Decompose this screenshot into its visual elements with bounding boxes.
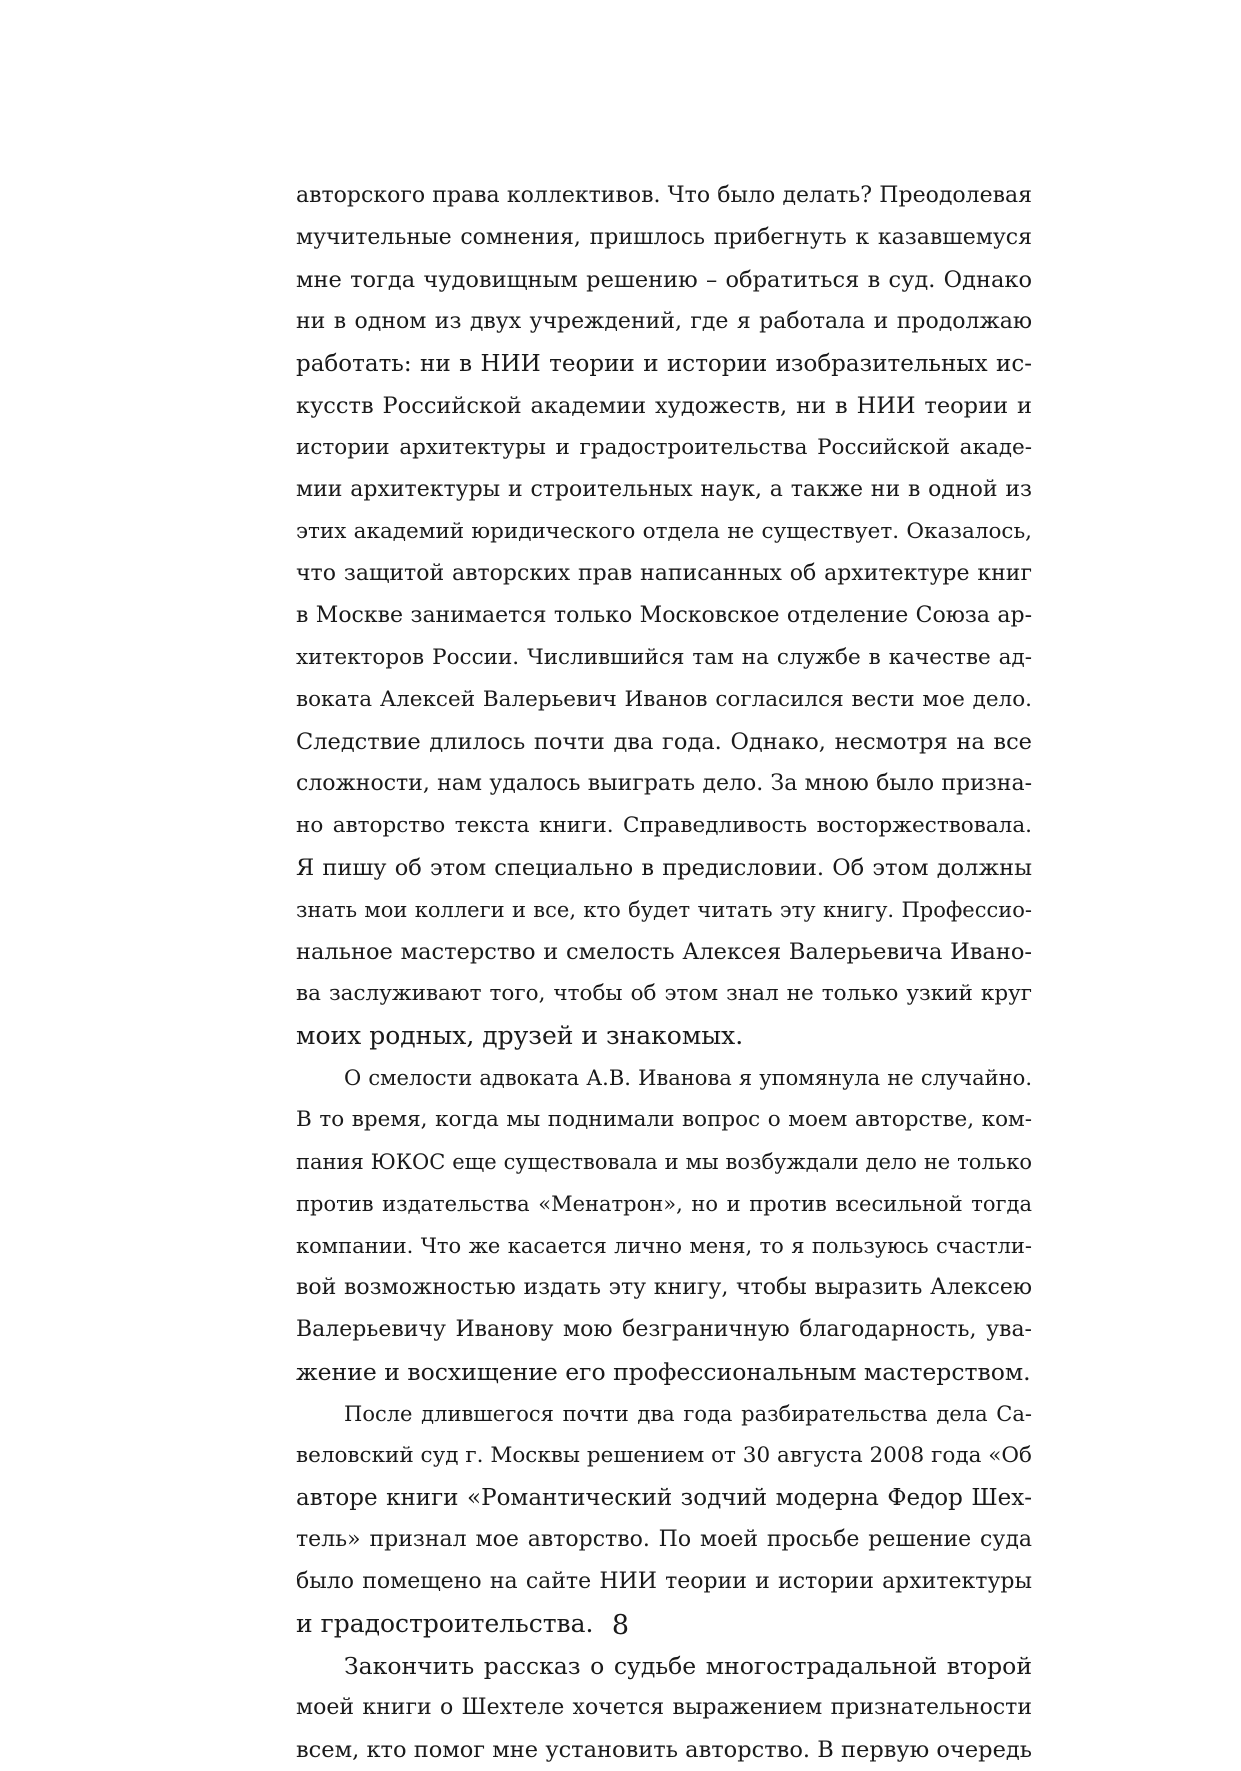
paragraph	[296, 1057, 1032, 1393]
text-line: жение и восхищение его профессиональным мастерством.	[296, 1358, 1031, 1386]
text-line: сложности, нам удалось выиграть дело. За мною было призна-	[296, 771, 1032, 796]
text-line: но авторство текста книги. Справедливость восторжествовала.	[296, 813, 1032, 838]
paragraph	[296, 175, 1032, 1057]
text-line: хитекторов России. Числившийся там на службе в качестве ад-	[296, 645, 1032, 670]
text-line: истории архитектуры и градостроительства Российской акаде-	[296, 435, 1032, 460]
text-line: нальное мастерство и смелость Алексея Валерьевича Ивано-	[296, 939, 1032, 965]
text-line: всем, кто помог мне установить авторство. В первую очередь	[296, 1737, 1032, 1763]
text-line: против издательства «Менатрон», но и против всесильной тогда	[296, 1192, 1032, 1216]
text-line: компании. Что же касается лично меня, то я пользуюсь счастли-	[296, 1234, 1032, 1258]
text-line: работать: ни в НИИ теории и истории изобразительных ис-	[296, 351, 1032, 377]
paragraph	[296, 1645, 1032, 1771]
page-number: 8	[611, 1610, 630, 1641]
text-line: этих академий юридического отдела не существует. Оказалось,	[296, 519, 1032, 544]
text-line: моих родных, друзей и знакомых.	[296, 1021, 744, 1050]
text-line: и градостроительства.	[296, 1609, 594, 1638]
text-line: мии архитектуры и строительных наук, а также ни в одной из	[296, 477, 1032, 502]
text-line: в Москве занимается только Московское отделение Союза ар-	[296, 603, 1032, 628]
text-line: В то время, когда мы поднимали вопрос о моем авторстве, ком-	[296, 1107, 1032, 1132]
text-line: знать мои коллеги и все, кто будет читать эту книгу. Профессио-	[296, 898, 1032, 922]
body-text	[296, 175, 1032, 1771]
text-line: веловский суд г. Москвы решением от 30 августа 2008 года «Об	[296, 1443, 1032, 1468]
text-line: Следствие длилось почти два года. Однако, несмотря на все	[296, 729, 1032, 755]
text-line: авторского права коллективов. Что было делать? Преодолевая	[296, 183, 1032, 208]
text-line: После длившегося почти два года разбирательства дела Са-	[344, 1402, 1032, 1426]
text-line: мне тогда чудовищным решению – обратиться в суд. Однако	[296, 267, 1032, 293]
text-line: воката Алексей Валерьевич Иванов согласился вести мое дело.	[296, 687, 1032, 712]
text-line: пания ЮКОС еще существовала и мы возбуждали дело не только	[296, 1150, 1032, 1174]
text-line: О смелости адвоката А.В. Иванова я упомянула не случайно.	[344, 1066, 1032, 1090]
text-line: вой возможностью издать эту книгу, чтобы выразить Алексею	[296, 1275, 1032, 1300]
text-line: моей книги о Шехтеле хочется выражением признательности	[296, 1695, 1032, 1720]
text-line: что защитой авторских прав написанных об архитектуре книг	[296, 561, 1032, 586]
text-line: ни в одном из двух учреждений, где я работала и продолжаю	[296, 309, 1032, 334]
text-line: авторе книги «Романтический зодчий модерна Федор Шех-	[296, 1485, 1032, 1511]
text-line: Я пишу об этом специально в предисловии. Об этом должны	[296, 855, 1032, 881]
text-line: Закончить рассказ о судьбе многострадальной второй	[344, 1652, 1032, 1680]
text-line: Валерьевичу Иванову мою безграничную благодарность, ува-	[296, 1317, 1032, 1342]
text-line: было помещено на сайте НИИ теории и истории архитектуры	[296, 1569, 1032, 1594]
text-line: кусств Российской академии художеств, ни в НИИ теории и	[296, 393, 1032, 419]
text-line: тель» признал мое авторство. По моей просьбе решение суда	[296, 1527, 1032, 1552]
text-line: мучительные сомнения, пришлось прибегнуть к казавшемуся	[296, 225, 1032, 250]
text-line: ва заслуживают того, чтобы об этом знал не только узкий круг	[296, 981, 1032, 1006]
